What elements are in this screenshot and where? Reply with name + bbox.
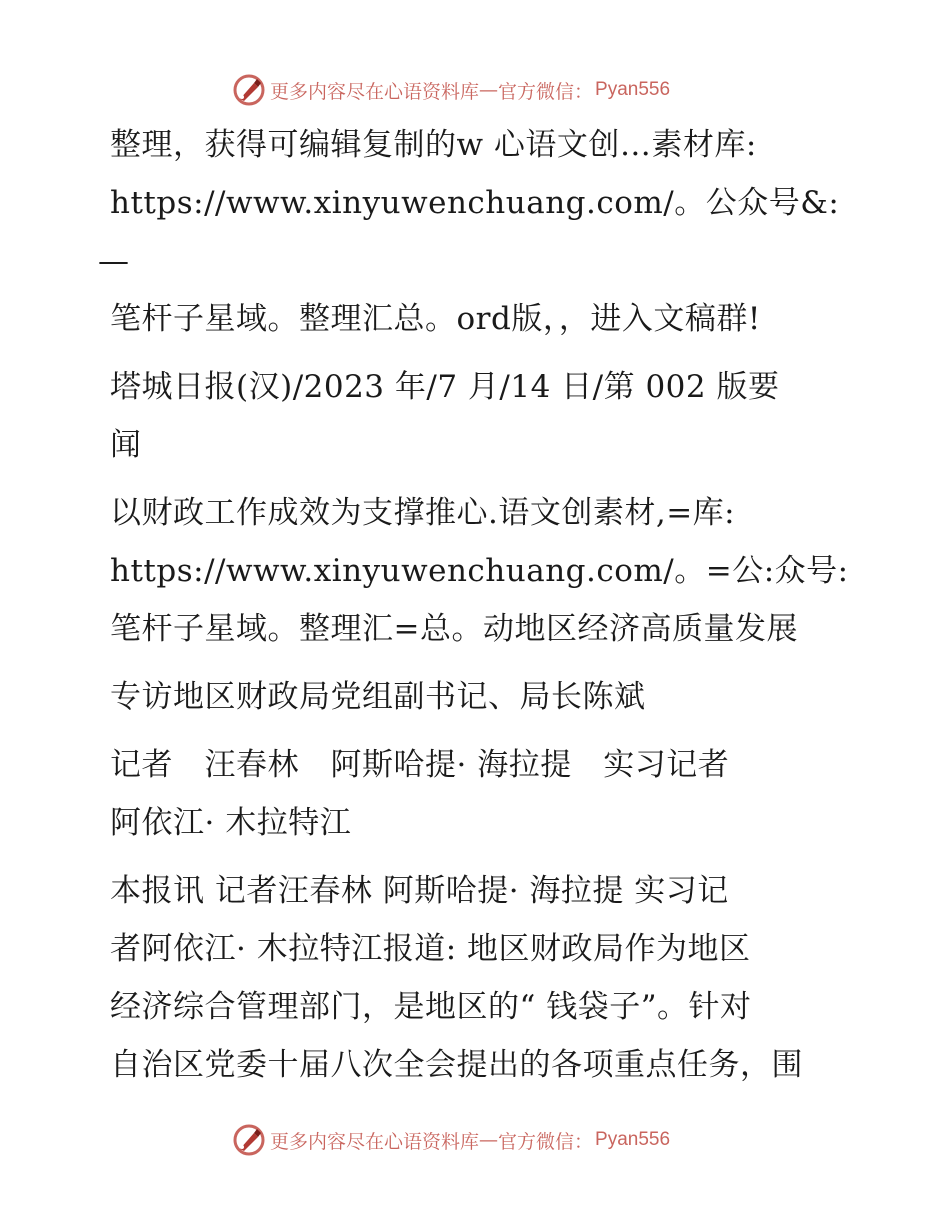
banner-wechat-label: 官方微信：: [498, 80, 594, 103]
paragraph-subheadline: [98, 668, 858, 726]
footer-watermark-banner: [232, 1122, 670, 1158]
text-line: 者阿依江· 木拉特江报道: 地区财政局作为地区: [110, 931, 751, 967]
banner-text: 更多内容尽在心语资料库: [270, 80, 480, 103]
text-line: 笔杆子星域。整理汇=总。动地区经济高质量发展: [110, 611, 798, 647]
text-line: 闻: [110, 427, 142, 463]
text-line: 记者 汪春林 阿斯哈提· 海拉提 实习记者: [110, 747, 730, 783]
text-line: 以财政工作成效为支撑推心.语文创素材,=库:: [110, 495, 736, 531]
text-line: 经济综合管理部门，是地区的“ 钱袋子”。针对: [110, 989, 752, 1025]
pen-logo-icon: [232, 73, 266, 107]
header-watermark-banner: [232, 72, 670, 108]
banner-text: 更多内容尽在心语资料库: [270, 1130, 480, 1153]
article-body: [98, 116, 858, 1104]
banner-wechat-label: 官方微信：: [498, 1130, 594, 1153]
text-line: 自治区党委十届八次全会提出的各项重点任务，围: [110, 1047, 803, 1083]
paragraph-body: [98, 862, 858, 1094]
banner-separator: —: [479, 1129, 499, 1151]
text-line: https://www.xinyuwenchuang.com/。=公:众号:: [110, 553, 849, 589]
text-line: 专访地区财政局党组副书记、局长陈斌: [110, 679, 646, 715]
paragraph-intro: [98, 116, 858, 348]
text-line: 塔城日报(汉)/2023 年/7 月/14 日/第 002 版要: [110, 369, 780, 405]
banner-wechat-id: Pyan556: [595, 79, 671, 100]
text-line: 本报讯 记者汪春林 阿斯哈提· 海拉提 实习记: [110, 873, 729, 909]
paragraph-source: [98, 358, 858, 474]
text-line: 阿依江· 木拉特江: [110, 805, 352, 841]
text-line: https://www.xinyuwenchuang.com/。公众号&: —: [98, 185, 840, 279]
pen-logo-icon: [232, 1123, 266, 1157]
text-line: 整理，获得可编辑复制的w 心语文创…素材库:: [110, 127, 757, 163]
banner-separator: —: [479, 79, 499, 101]
banner-wechat-id: Pyan556: [595, 1129, 671, 1150]
text-line: 笔杆子星域。整理汇总。ord版，，进入文稿群!: [110, 301, 761, 337]
paragraph-byline: [98, 736, 858, 852]
paragraph-headline: [98, 484, 858, 658]
